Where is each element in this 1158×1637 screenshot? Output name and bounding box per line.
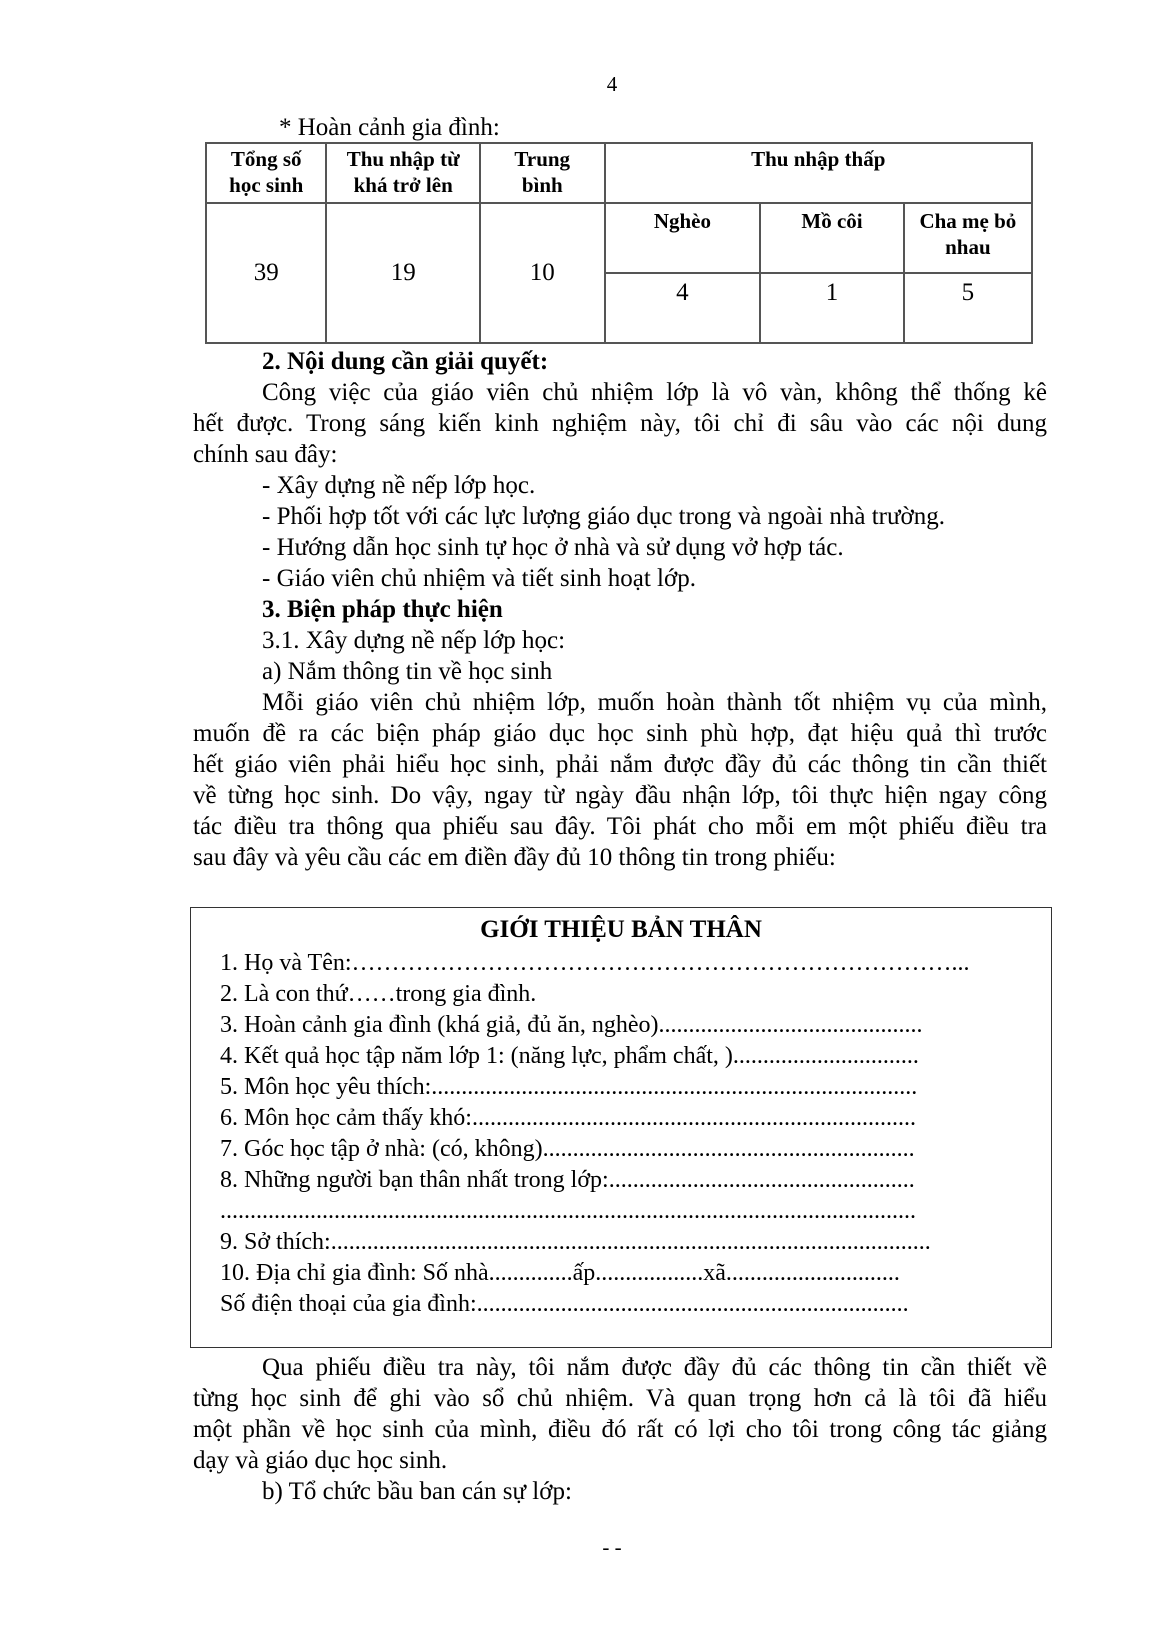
section-3-paragraph-line: tác điều tra thông qua phiếu sau đây. Tôi phát cho mỗi em một phiếu điều tra [193, 813, 1047, 840]
form-line: 4. Kết quả học tập năm lớp 1: (năng lực, phẩm chất, )............................... [220, 1043, 919, 1069]
family-situation-label: * Hoàn cảnh gia đình: [279, 114, 500, 141]
form-line: Số điện thoại của gia đình:........................................................................ [220, 1291, 909, 1317]
section-3-paragraph-line: muốn đề ra các biện pháp giáo dục học sinh phù hợp, đạt hiệu quả thì trước [193, 720, 1047, 747]
section-3-paragraph-line: về từng học sinh. Do vậy, ngay từ ngày đầu nhận lớp, tôi thực hiện ngay công [193, 782, 1047, 809]
form-line: 5. Môn học yêu thích:................................................................................. [220, 1074, 918, 1100]
conclusion-paragraph-line: một phần về học sinh của mình, điều đó rất có lợi cho tôi trong công tác giảng [193, 1416, 1047, 1443]
form-line: 1. Họ và Tên:…………………………………………………………………... [220, 950, 970, 976]
form-title: GIỚI THIỆU BẢN THÂN [480, 916, 762, 943]
section-3-paragraph-line: sau đây và yêu cầu các em điền đầy đủ 10 thông tin trong phiếu: [193, 844, 836, 871]
form-line: 10. Địa chỉ gia đình: Số nhà..............ấp..................xã............................. [220, 1260, 900, 1286]
section-3-paragraph-line: Mỗi giáo viên chủ nhiệm lớp, muốn hoàn thành tốt nhiệm vụ của mình, [262, 689, 1047, 716]
header-above-average: Thu nhập từ khá trở lên [326, 143, 480, 203]
section-2-bullet: - Hướng dẫn học sinh tự học ở nhà và sử dụng vở hợp tác. [262, 534, 844, 561]
subheader-separated: Cha mẹ bỏ nhau [904, 203, 1032, 273]
value-average: 10 [480, 203, 605, 343]
form-line: 6. Môn học cảm thấy khó:.......................................................................... [220, 1105, 916, 1131]
form-line: 3. Hoàn cảnh gia đình (khá giả, đủ ăn, nghèo)............................................ [220, 1012, 923, 1038]
conclusion-paragraph-line: dạy và giáo dục học sinh. [193, 1447, 448, 1474]
header-total: Tổng số học sinh [206, 143, 326, 203]
value-total: 39 [206, 203, 326, 343]
form-line: 8. Những người bạn thân nhất trong lớp:................................................... [220, 1167, 915, 1193]
subheader-orphan: Mồ côi [760, 203, 903, 273]
subheader-poor: Nghèo [605, 203, 761, 273]
form-line: 2. Là con thứ……trong gia đình. [220, 981, 537, 1007]
section-2-paragraph-line: hết được. Trong sáng kiến kinh nghiệm này, tôi chỉ đi sâu vào các nội dung [193, 410, 1047, 437]
conclusion-paragraph-line: từng học sinh để ghi vào sổ chủ nhiệm. Và quan trọng hơn cả là tôi đã hiểu [193, 1385, 1047, 1412]
family-situation-table [205, 142, 1033, 344]
section-2-bullet: - Giáo viên chủ nhiệm và tiết sinh hoạt lớp. [262, 565, 696, 592]
header-low-income: Thu nhập thấp [605, 143, 1032, 203]
item-a-heading: a) Nắm thông tin về học sinh [262, 658, 553, 685]
item-b-heading: b) Tổ chức bầu ban cán sự lớp: [262, 1478, 572, 1505]
section-3-heading: 3. Biện pháp thực hiện [262, 596, 503, 623]
value-orphan: 1 [760, 273, 903, 343]
section-2-bullet: - Xây dựng nề nếp lớp học. [262, 472, 536, 499]
section-3-1-heading: 3.1. Xây dựng nề nếp lớp học: [262, 627, 566, 654]
page-footer: - - [602, 1535, 622, 1559]
form-line: 9. Sở thích:.................................................................................................... [220, 1229, 931, 1255]
section-2-bullet: - Phối hợp tốt với các lực lượng giáo dục trong và ngoài nhà trường. [262, 503, 945, 530]
section-3-paragraph-line: hết giáo viên phải hiểu học sinh, phải nắm được đầy đủ các thông tin cần thiết [193, 751, 1047, 778]
value-above-average: 19 [326, 203, 480, 343]
self-introduction-form [190, 907, 1052, 1348]
section-2-paragraph-line: chính sau đây: [193, 441, 338, 468]
value-separated: 5 [904, 273, 1032, 343]
page-number: 4 [606, 72, 618, 96]
conclusion-paragraph-line: Qua phiếu điều tra này, tôi nắm được đầy đủ các thông tin cần thiết về [262, 1354, 1047, 1381]
section-2-heading: 2. Nội dung cần giải quyết: [262, 348, 549, 375]
form-line: .................................................................................................................... [220, 1198, 916, 1224]
header-average: Trung bình [480, 143, 605, 203]
section-2-paragraph-line: Công việc của giáo viên chủ nhiệm lớp là vô vàn, không thể thống kê [262, 379, 1047, 406]
value-poor: 4 [605, 273, 761, 343]
form-line: 7. Góc học tập ở nhà: (có, không).............................................................. [220, 1136, 915, 1162]
